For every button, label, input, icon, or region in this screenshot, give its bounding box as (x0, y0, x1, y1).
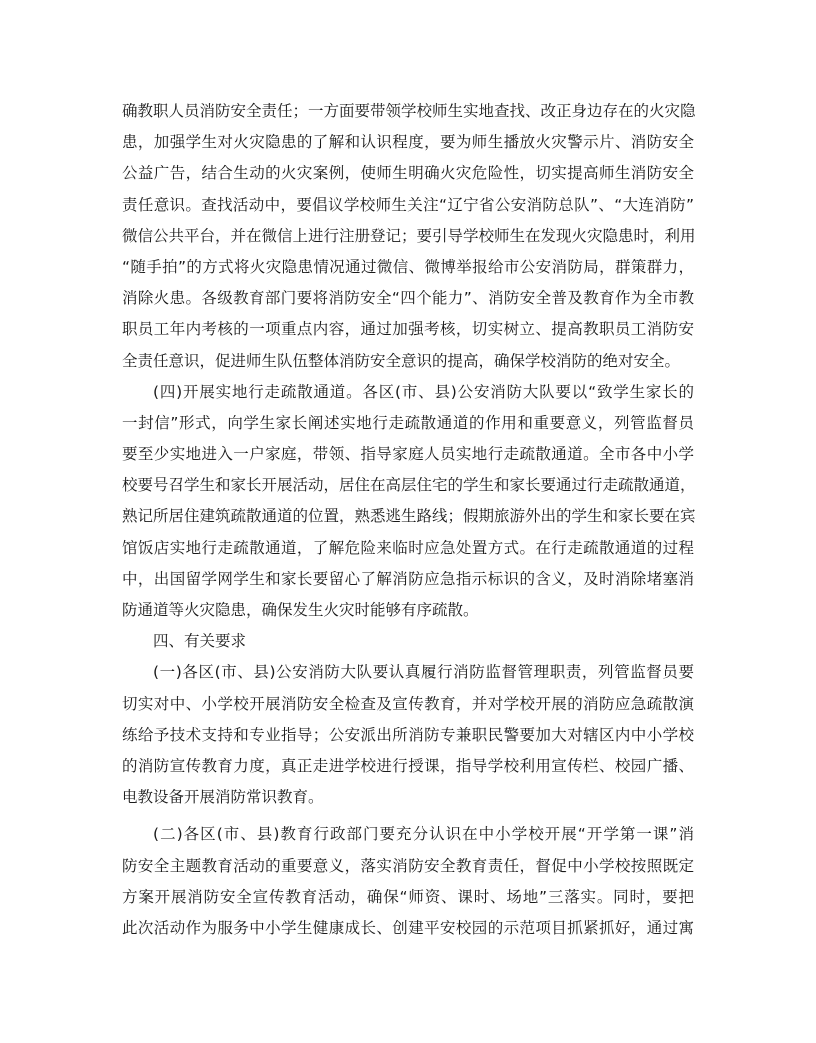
paragraph-line: 患，加强学生对火灾隐患的了解和认识程度，要为师生播放火灾警示片、消防安全 (122, 133, 694, 152)
paragraph-line: 切实对中、小学校开展消防安全检查及宣传教育，并对学校开展的消防应急疏散演 (122, 694, 694, 713)
document-page (122, 96, 694, 944)
paragraph-line: 公益广告，结合生动的火灾案例，使师生明确火灾危险性，切实提高师生消防安全 (122, 164, 694, 183)
paragraph-line: 练给予技术支持和专业指导；公安派出所消防专兼职民警要加大对辖区内中小学校 (122, 725, 694, 744)
paragraph-line: 熟记所居住建筑疏散通道的位置，熟悉逃生路线；假期旅游外出的学生和家长要在宾 (122, 507, 696, 526)
paragraph-line: 要至少实地进入一户家庭，带领、指导家庭人员实地行走疏散通道。全市各中小学 (122, 445, 694, 464)
paragraph-line: 方案开展消防安全宣传教育活动，确保“师资、课时、场地”三落实。同时，要把 (122, 887, 694, 906)
paragraph-line: 馆饭店实地行走疏散通道，了解危险来临时应急处置方式。在行走疏散通道的过程 (122, 538, 694, 557)
paragraph-line: 消除火患。各级教育部门要将消防安全“四个能力”、消防安全普及教育作为全市教 (122, 289, 694, 308)
paragraph-line: 电教设备开展消防常识教育。 (122, 788, 324, 807)
paragraph-line: 校要号召学生和家长开展活动，居住在高层住宅的学生和家长要通过行走疏散通道， (122, 476, 696, 495)
paragraph-line: (四)开展实地行走疏散通道。各区(市、县)公安消防大队要以“致学生家长的 (153, 382, 694, 401)
paragraph-line: 确教职人员消防安全责任；一方面要带领学校师生实地查找、改正身边存在的火灾隐 (122, 102, 696, 120)
paragraph-line: 全责任意识，促进师生队伍整体消防安全意识的提高，确保学校消防的绝对安全。 (122, 351, 681, 370)
paragraph-line: 中，出国留学网学生和家长要留心了解消防应急指示标识的含义，及时消除堵塞消 (122, 569, 694, 588)
section-heading: 四、有关要求 (153, 632, 247, 651)
paragraph-line: 微信公共平台，并在微信上进行注册登记；要引导学校师生在发现火灾隐患时，利用 (122, 226, 696, 245)
paragraph-line: 防通道等火灾隐患，确保发生火灾时能够有序疏散。 (122, 601, 479, 619)
paragraph-line: (一)各区(市、县)公安消防大队要认真履行消防监督管理职责，列管监督员要 (153, 663, 694, 682)
paragraph-line: 一封信”形式，向学生家长阐述实地行走疏散通道的作用和重要意义，列管监督员 (122, 413, 694, 432)
paragraph-line: 此次活动作为服务中小学生健康成长、创建平安校园的示范项目抓紧抓好，通过寓 (122, 918, 694, 937)
paragraph-line: 责任意识。查找活动中，要倡议学校师生关注“辽宁省公安消防总队”、“大连消防” (122, 195, 694, 214)
paragraph-line: 职员工年内考核的一项重点内容，通过加强考核，切实树立、提高教职员工消防安 (122, 320, 694, 339)
paragraph-line: “随手拍”的方式将火灾隐患情况通过微信、微博举报给市公安消防局，群策群力， (122, 257, 694, 276)
paragraph-line: 的消防宣传教育力度，真正走进学校进行授课，指导学校利用宣传栏、校园广播、 (122, 756, 694, 775)
paragraph-line: 防安全主题教育活动的重要意义，落实消防安全教育责任，督促中小学校按照既定 (122, 856, 694, 875)
paragraph-line: (二)各区(市、县)教育行政部门要充分认识在中小学校开展“开学第一课”消 (153, 825, 694, 844)
